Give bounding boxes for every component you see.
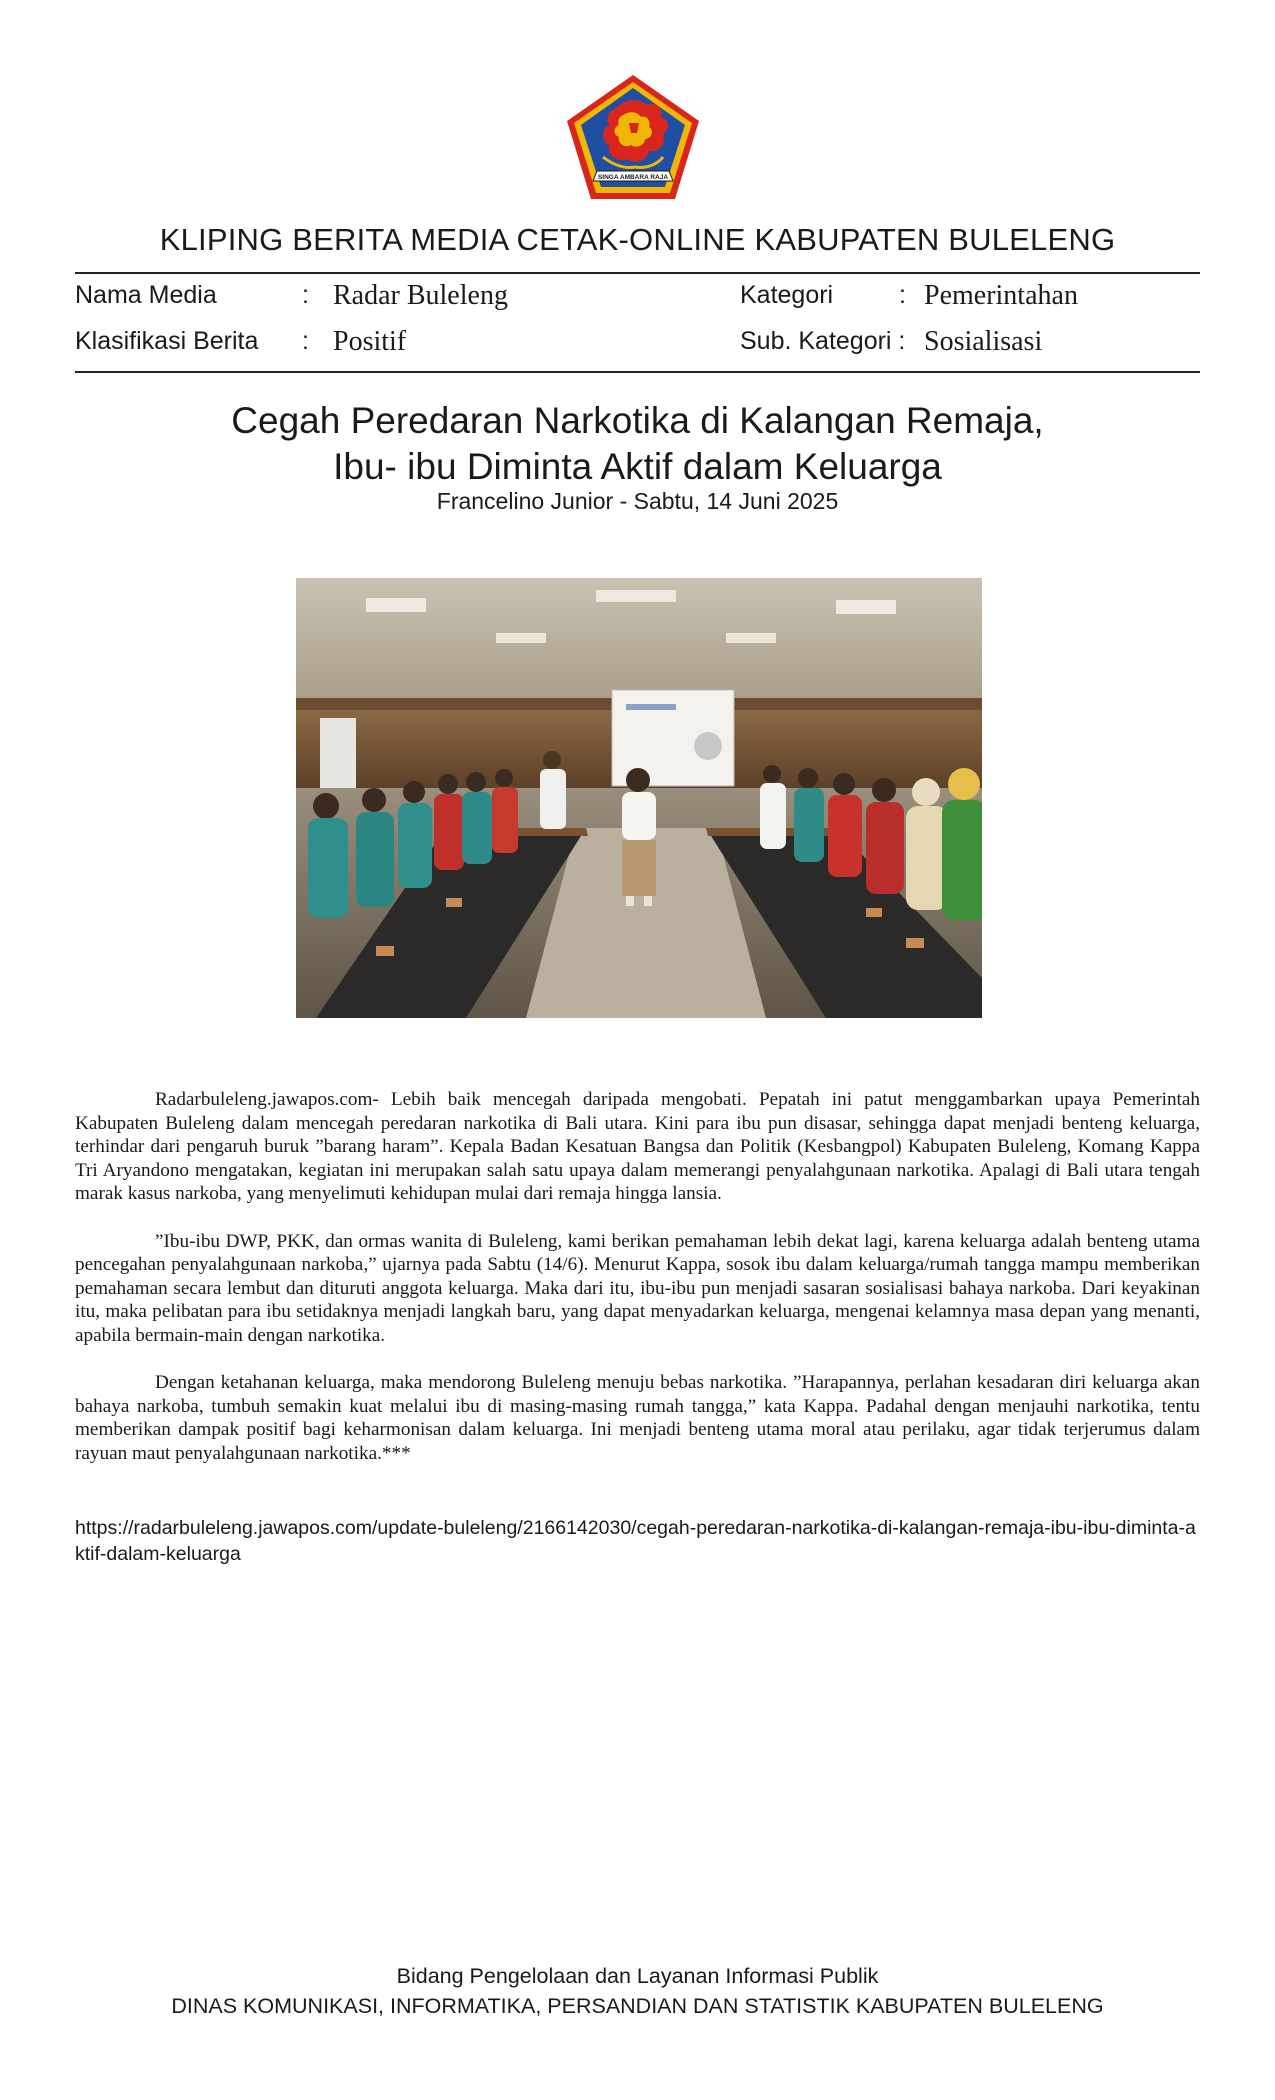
article-paragraph-3: Dengan ketahanan keluarga, maka mendorong Buleleng menuju bebas narkotika. ”Harapannya, perlahan kesadaran diri keluarga akan bahaya narkoba, tumbuh semakin kuat melalui ibu di masing-masing rumah tangga,” kata Kappa. Padahal dengan menjauhi narkotika, tentu memberikan dampak positif bagi keharmonisan dalam keluarga. Ini menjadi benteng utama moral atau perilaku, agar tidak terjerumus dalam rayuan maut penyalahgunaan narkotika.*** <box>75 1372 1200 1464</box>
buleleng-emblem-icon <box>563 73 703 203</box>
byline: Francelino Junior - Sabtu, 14 Juni 2025 <box>436 488 839 514</box>
sub-kategori-label: Sub. Kategori : <box>740 327 906 355</box>
masthead-title: KLIPING BERITA MEDIA CETAK-ONLINE KABUPATEN BULELENG <box>159 222 1116 257</box>
source-url: https://radarbuleleng.jawapos.com/update-buleleng/2166142030/cegah-peredaran-narkotika-di-kalangan-remaja-ibu-ibu-diminta-aktif-dalam-keluarga <box>75 1517 1196 1565</box>
klasifikasi-value: Positif <box>333 326 407 357</box>
article-photo <box>296 578 982 1018</box>
article-paragraph-1: Radarbuleleng.jawapos.com- Lebih baik mencegah daripada mengobati. Pepatah ini patut menggambarkan upaya Pemerintah Kabupaten Buleleng dalam mencegah peredaran narkotika di Bali utara. Kini para ibu pun disasar, sehingga dapat menjadi benteng keluarga, terhindar dari pengaruh buruk ”barang haram”. Kepala Badan Kesatuan Bangsa dan Politik (Kesbangpol) Kabupaten Buleleng, Komang Kappa Tri Aryandono mengatakan, kegiatan ini merupakan salah satu upaya dalam memerangi penyalahgunaan narkotika. Apalagi di Bali utara tengah marak kasus narkoba, yang menyelimuti kehidupan mulai dari remaja hingga lansia. <box>75 1089 1200 1205</box>
sub-kategori-value: Sosialisasi <box>924 326 1043 357</box>
nama-media-label: Nama Media <box>75 281 217 309</box>
kategori-label: Kategori <box>740 281 834 309</box>
article-body <box>75 1088 1200 1489</box>
header-rule-top <box>75 272 1200 274</box>
klasifikasi-colon: : <box>302 327 309 355</box>
nama-media-colon: : <box>302 281 309 309</box>
nama-media-value: Radar Buleleng <box>333 280 508 311</box>
kategori-value: Pemerintahan <box>924 280 1078 311</box>
footer-agency: DINAS KOMUNIKASI, INFORMATIKA, PERSANDIAN DAN STATISTIK KABUPATEN BULELENG <box>171 1994 1104 2018</box>
emblem-ribbon-text: SINGA AMBARA RAJA <box>597 174 669 181</box>
kategori-colon: : <box>899 281 906 309</box>
article-paragraph-2: ”Ibu-ibu DWP, PKK, dan ormas wanita di Buleleng, kami berikan pemahaman lebih dekat lagi, karena keluarga adalah benteng utama pencegahan penyalahgunaan narkoba,” ujarnya pada Sabtu (14/6). Menurut Kappa, sosok ibu dalam keluarga/rumah tangga mampu memberikan pemahaman secara lembut dan dituruti anggota keluarga. Maka dari itu, ibu-ibu pun menjadi sasaran sosialisasi bahaya narkoba. Dari keyakinan itu, maka pelibatan para ibu setidaknya menjadi langkah baru, yang dapat menyadarkan keluarga, mengenai kelamnya masa depan yang menanti, apabila bermain-main dengan narkotika. <box>75 1230 1200 1346</box>
header-rule-bottom <box>75 371 1200 373</box>
klasifikasi-label: Klasifikasi Berita <box>75 327 259 355</box>
headline-line-1: Cegah Peredaran Narkotika di Kalangan Remaja, <box>231 400 1044 441</box>
footer-department: Bidang Pengelolaan dan Layanan Informasi Publik <box>396 1964 879 1988</box>
headline-line-2: Ibu- ibu Diminta Aktif dalam Keluarga <box>333 446 942 487</box>
